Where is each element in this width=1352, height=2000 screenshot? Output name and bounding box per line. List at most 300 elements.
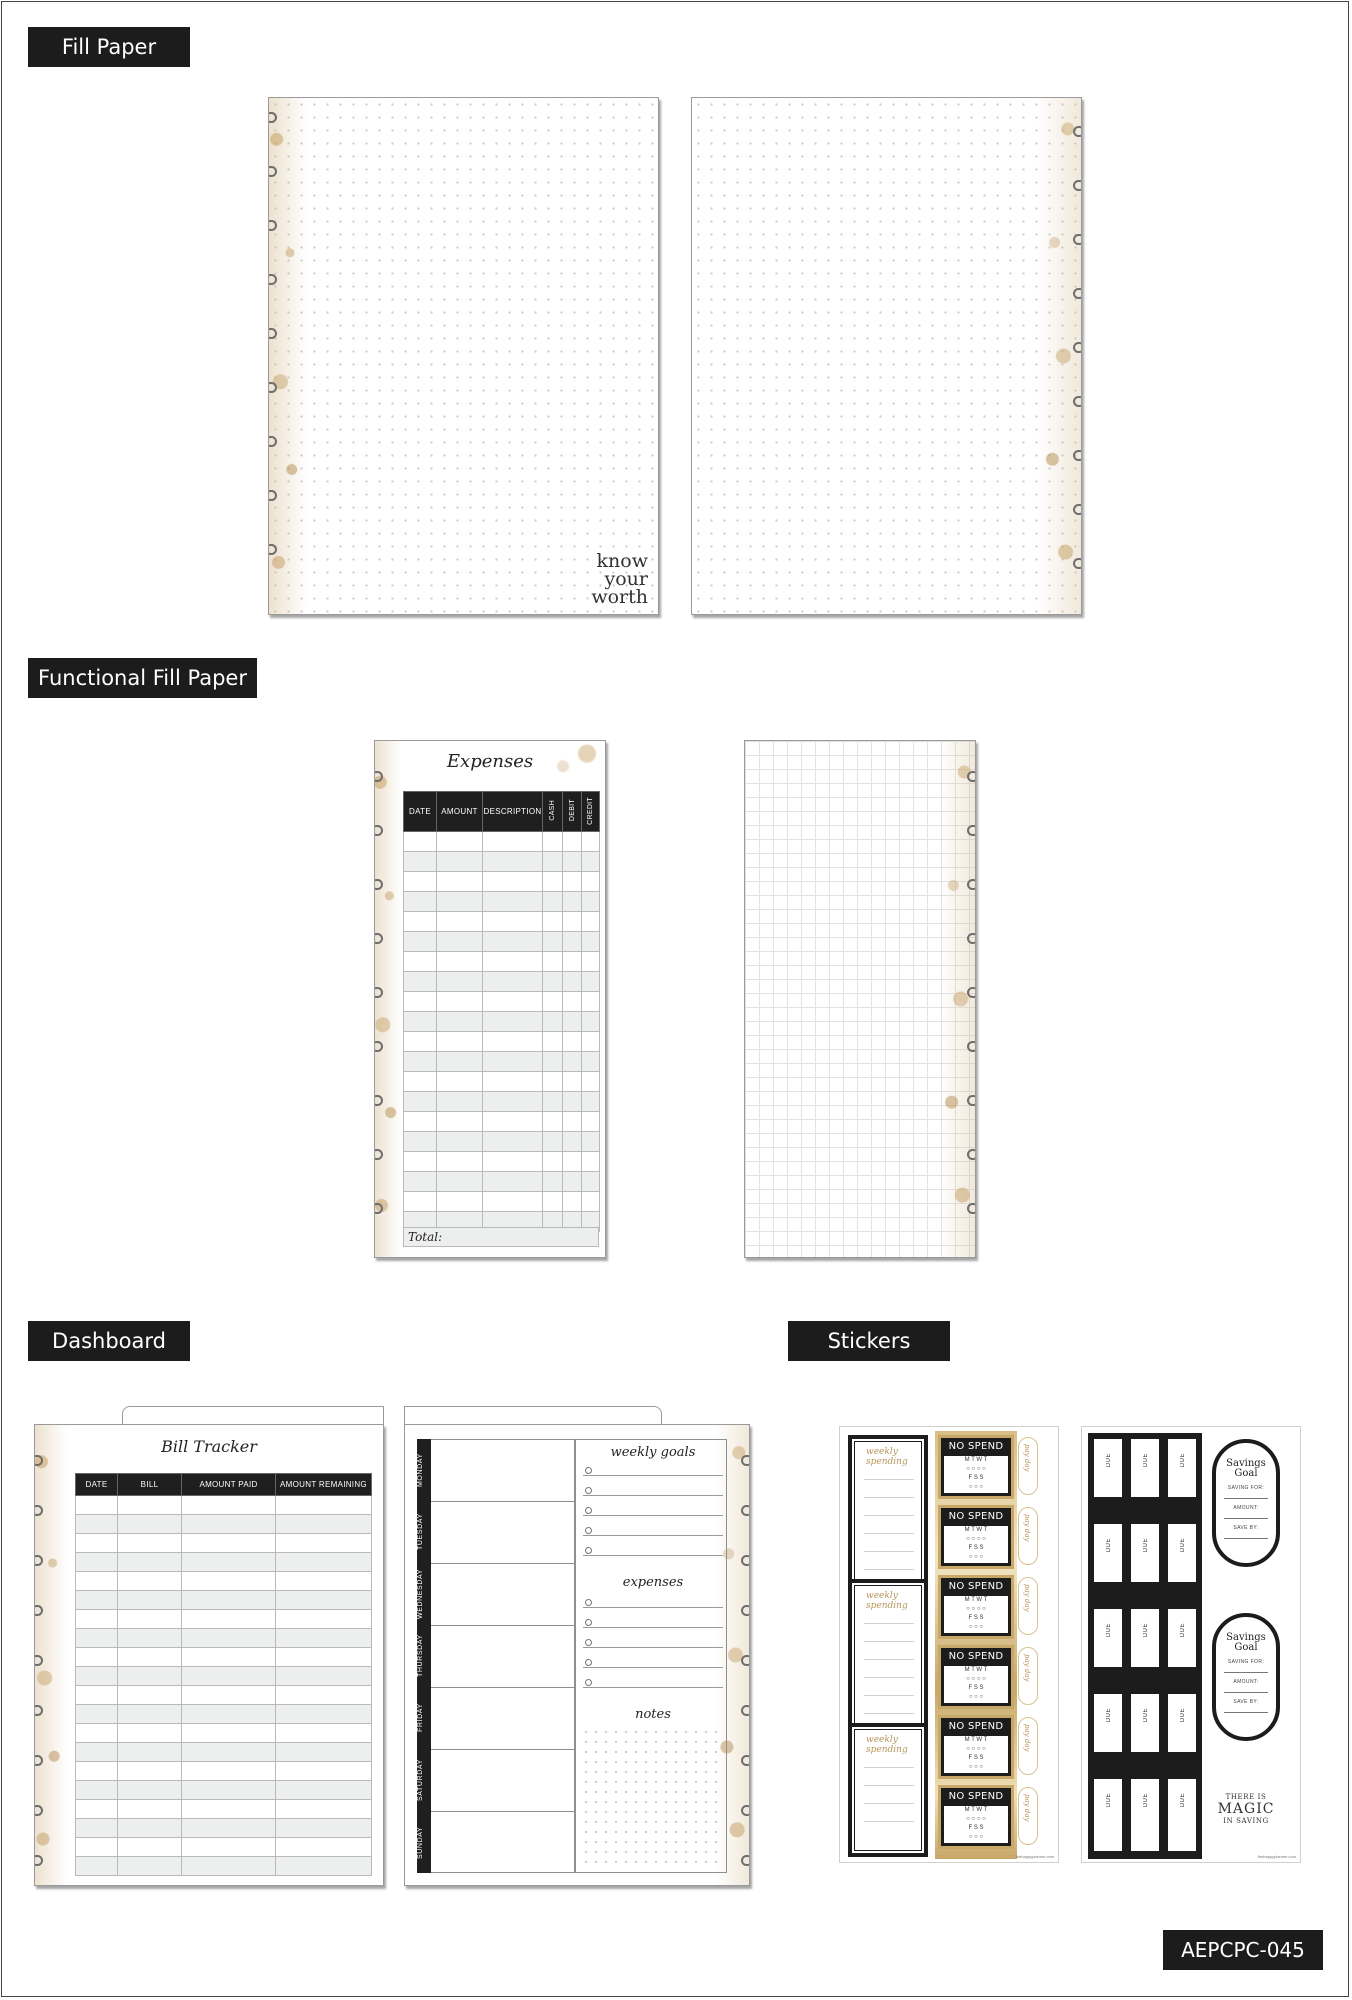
goal-checkbox	[585, 1487, 592, 1494]
table-cell	[582, 972, 600, 992]
bill-tracker-page	[34, 1424, 384, 1886]
table-cell	[76, 1553, 118, 1572]
table-row	[404, 1032, 600, 1052]
expenses-title: Expenses	[446, 751, 534, 772]
day-divider	[431, 1811, 575, 1812]
goal-line	[583, 1555, 723, 1556]
bill-tracker-title: Bill Tracker	[161, 1437, 257, 1456]
table-cell	[582, 952, 600, 972]
column-header-amount-paid: AMOUNT PAID	[182, 1474, 276, 1496]
expense-line	[583, 1627, 723, 1628]
table-cell	[582, 852, 600, 872]
table-cell	[543, 992, 563, 1012]
table-cell	[118, 1743, 182, 1762]
due-sticker: DUE	[1165, 1691, 1199, 1755]
due-sticker: DUE	[1128, 1691, 1162, 1755]
table-cell	[483, 1192, 543, 1212]
table-cell	[276, 1667, 372, 1686]
table-row	[76, 1515, 372, 1534]
table-cell	[437, 832, 483, 852]
table-cell	[276, 1724, 372, 1743]
table-cell	[118, 1686, 182, 1705]
table-row	[404, 852, 600, 872]
table-row	[76, 1648, 372, 1667]
day-label-saturday: SATURDAY	[417, 1759, 424, 1801]
table-cell	[118, 1857, 182, 1876]
table-row	[76, 1838, 372, 1857]
table-row	[404, 1192, 600, 1212]
table-cell	[437, 932, 483, 952]
know-your-worth-quote	[591, 552, 648, 606]
due-sticker: DUE	[1128, 1521, 1162, 1585]
table-cell	[582, 832, 600, 852]
pay-day-sticker: pay day	[1018, 1577, 1038, 1635]
table-cell	[118, 1724, 182, 1743]
table-cell	[582, 1072, 600, 1092]
table-cell	[437, 912, 483, 932]
table-cell	[118, 1781, 182, 1800]
table-cell	[182, 1515, 276, 1534]
table-row	[76, 1591, 372, 1610]
table-cell	[182, 1724, 276, 1743]
table-cell	[563, 1092, 582, 1112]
table-cell	[182, 1553, 276, 1572]
table-cell	[563, 932, 582, 952]
table-cell	[404, 932, 437, 952]
table-cell	[483, 932, 543, 952]
pay-day-sticker: pay day	[1018, 1787, 1038, 1845]
graph-paper-page	[744, 740, 976, 1258]
no-spend-sticker: NO SPEND M T W T ○ ○ ○ ○ F S S ○ ○ ○	[938, 1435, 1014, 1499]
table-cell	[543, 872, 563, 892]
table-row	[404, 1132, 600, 1152]
magic-in-saving-sticker: THERE IS MAGIC IN SAVING	[1217, 1793, 1275, 1825]
table-row	[76, 1667, 372, 1686]
table-cell	[276, 1686, 372, 1705]
table-row	[404, 952, 600, 972]
table-cell	[437, 1132, 483, 1152]
due-sticker: DUE	[1165, 1606, 1199, 1670]
weekly-goals-title: weekly goals	[610, 1445, 696, 1460]
day-label-tuesday: TUESDAY	[417, 1513, 424, 1551]
weekly-spending-title: weekly spending	[866, 1447, 908, 1467]
table-cell	[118, 1496, 182, 1515]
table-cell	[483, 852, 543, 872]
table-cell	[276, 1705, 372, 1724]
table-cell	[437, 992, 483, 1012]
table-cell	[582, 932, 600, 952]
table-cell	[582, 872, 600, 892]
table-cell	[404, 1072, 437, 1092]
table-cell	[76, 1857, 118, 1876]
bill-tracker-table	[75, 1473, 372, 1876]
due-sticker: DUE	[1091, 1691, 1125, 1755]
table-row	[76, 1553, 372, 1572]
savings-goal-sticker: Savings Goal SAVING FOR: AMOUNT: SAVE BY:	[1212, 1613, 1280, 1741]
table-cell	[182, 1800, 276, 1819]
sheet-footer-url: thehappyplanner.com	[1015, 1854, 1054, 1859]
pay-day-sticker: pay day	[1018, 1437, 1038, 1495]
table-cell	[582, 1012, 600, 1032]
column-header-amount: AMOUNT	[437, 792, 483, 832]
no-spend-sticker: NO SPEND M T W T ○ ○ ○ ○ F S S ○ ○ ○	[938, 1785, 1014, 1849]
table-row	[404, 1072, 600, 1092]
table-cell	[483, 1052, 543, 1072]
table-cell	[404, 1052, 437, 1072]
expense-checkbox	[585, 1599, 592, 1606]
due-sticker: DUE	[1128, 1606, 1162, 1670]
table-cell	[543, 912, 563, 932]
table-row	[76, 1534, 372, 1553]
table-cell	[118, 1610, 182, 1629]
day-label-friday: FRIDAY	[417, 1703, 424, 1733]
section-label-stickers: Stickers	[788, 1321, 950, 1361]
no-spend-sticker: NO SPEND M T W T ○ ○ ○ ○ F S S ○ ○ ○	[938, 1505, 1014, 1569]
table-row	[76, 1724, 372, 1743]
table-cell	[437, 1112, 483, 1132]
goal-checkbox	[585, 1547, 592, 1554]
table-cell	[483, 912, 543, 932]
table-cell	[276, 1762, 372, 1781]
disc-rings	[375, 741, 389, 1257]
table-cell	[563, 892, 582, 912]
table-cell	[437, 852, 483, 872]
table-cell	[563, 1152, 582, 1172]
table-cell	[483, 892, 543, 912]
notes-dot-area	[581, 1727, 723, 1871]
no-spend-sticker: NO SPEND M T W T ○ ○ ○ ○ F S S ○ ○ ○	[938, 1575, 1014, 1639]
table-cell	[76, 1515, 118, 1534]
table-cell	[437, 1172, 483, 1192]
table-cell	[563, 1192, 582, 1212]
table-cell	[582, 1092, 600, 1112]
table-cell	[182, 1762, 276, 1781]
table-row	[404, 912, 600, 932]
table-row	[76, 1496, 372, 1515]
table-cell	[563, 1052, 582, 1072]
table-cell	[276, 1629, 372, 1648]
table-cell	[182, 1648, 276, 1667]
day-label-sunday: SUNDAY	[417, 1826, 424, 1860]
table-cell	[118, 1838, 182, 1857]
table-cell	[483, 992, 543, 1012]
table-row	[76, 1857, 372, 1876]
weekly-spending-sticker	[848, 1723, 928, 1857]
table-cell	[563, 832, 582, 852]
table-cell	[483, 1072, 543, 1092]
table-row	[76, 1762, 372, 1781]
sheet-footer-url: thehappyplanner.com	[1257, 1854, 1296, 1859]
table-cell	[118, 1800, 182, 1819]
table-cell	[276, 1610, 372, 1629]
table-cell	[76, 1667, 118, 1686]
table-cell	[437, 1012, 483, 1032]
table-cell	[582, 912, 600, 932]
table-cell	[76, 1762, 118, 1781]
table-cell	[563, 992, 582, 1012]
table-row	[76, 1686, 372, 1705]
table-cell	[276, 1648, 372, 1667]
table-row	[404, 1012, 600, 1032]
due-sticker: DUE	[1128, 1776, 1162, 1854]
goal-line	[583, 1495, 723, 1496]
weekly-dashboard	[404, 1406, 750, 1886]
table-cell	[276, 1496, 372, 1515]
column-header-date: DATE	[404, 792, 437, 832]
day-label-wednesday: WEDNESDAY	[417, 1569, 424, 1619]
table-cell	[582, 992, 600, 1012]
table-cell	[563, 912, 582, 932]
fill-paper-dot-page-left	[268, 97, 659, 615]
weekly-spending-title: weekly spending	[866, 1591, 908, 1611]
table-cell	[543, 1112, 563, 1132]
day-divider	[431, 1501, 575, 1502]
table-cell	[563, 952, 582, 972]
table-cell	[118, 1667, 182, 1686]
pay-day-sticker: pay day	[1018, 1717, 1038, 1775]
table-cell	[76, 1724, 118, 1743]
table-cell	[276, 1781, 372, 1800]
table-row	[404, 1172, 600, 1192]
quote-line-know: know	[596, 550, 648, 572]
table-cell	[483, 1032, 543, 1052]
product-sku-badge: AEPCPC-045	[1163, 1930, 1323, 1970]
table-cell	[404, 832, 437, 852]
table-cell	[404, 1012, 437, 1032]
table-row	[76, 1629, 372, 1648]
table-cell	[182, 1496, 276, 1515]
table-cell	[543, 1012, 563, 1032]
weekly-spending-sticker	[848, 1435, 928, 1603]
sticker-sheet-2	[1081, 1426, 1301, 1863]
table-cell	[118, 1515, 182, 1534]
expense-line	[583, 1667, 723, 1668]
table-cell	[276, 1534, 372, 1553]
table-cell	[543, 972, 563, 992]
table-cell	[483, 1152, 543, 1172]
table-cell	[182, 1667, 276, 1686]
pay-day-sticker: pay day	[1018, 1507, 1038, 1565]
table-cell	[543, 952, 563, 972]
table-cell	[543, 1092, 563, 1112]
day-divider	[431, 1687, 575, 1688]
table-row	[76, 1572, 372, 1591]
table-cell	[76, 1648, 118, 1667]
pay-day-sticker: pay day	[1018, 1647, 1038, 1705]
table-cell	[276, 1857, 372, 1876]
table-row	[404, 1112, 600, 1132]
due-sticker: DUE	[1165, 1436, 1199, 1500]
quote-line-worth: worth	[591, 586, 648, 608]
table-cell	[118, 1553, 182, 1572]
table-cell	[118, 1705, 182, 1724]
disc-rings	[961, 741, 975, 1257]
dashboard-tab	[404, 1406, 662, 1426]
day-label-thursday: THURSDAY	[417, 1634, 424, 1678]
table-cell	[582, 1032, 600, 1052]
table-cell	[483, 1112, 543, 1132]
table-cell	[404, 1152, 437, 1172]
goal-line	[583, 1535, 723, 1536]
table-cell	[76, 1800, 118, 1819]
expense-line	[583, 1607, 723, 1608]
table-cell	[563, 1112, 582, 1132]
table-cell	[182, 1819, 276, 1838]
table-cell	[437, 892, 483, 912]
table-cell	[404, 1192, 437, 1212]
table-cell	[563, 972, 582, 992]
table-cell	[118, 1591, 182, 1610]
day-divider	[431, 1563, 575, 1564]
table-cell	[563, 1032, 582, 1052]
table-cell	[563, 852, 582, 872]
table-cell	[543, 892, 563, 912]
goal-checkbox	[585, 1467, 592, 1474]
table-row	[404, 1092, 600, 1112]
table-cell	[276, 1515, 372, 1534]
table-cell	[182, 1743, 276, 1762]
table-cell	[118, 1534, 182, 1553]
table-cell	[76, 1743, 118, 1762]
table-cell	[182, 1591, 276, 1610]
expenses-page	[374, 740, 606, 1258]
table-cell	[563, 1072, 582, 1092]
due-sticker: DUE	[1165, 1776, 1199, 1854]
weekly-spending-sticker	[848, 1579, 928, 1747]
table-cell	[76, 1705, 118, 1724]
expense-line	[583, 1647, 723, 1648]
table-cell	[276, 1819, 372, 1838]
table-cell	[182, 1838, 276, 1857]
expense-checkbox	[585, 1659, 592, 1666]
weekly-page	[404, 1424, 750, 1886]
table-cell	[404, 912, 437, 932]
table-cell	[543, 1152, 563, 1172]
table-cell	[582, 892, 600, 912]
weekly-spending-title: weekly spending	[866, 1735, 908, 1755]
table-cell	[437, 1192, 483, 1212]
expenses-total-row	[403, 1227, 599, 1247]
day-divider	[431, 1625, 575, 1626]
table-cell	[276, 1800, 372, 1819]
table-cell	[483, 1012, 543, 1032]
table-row	[76, 1781, 372, 1800]
table-cell	[543, 1052, 563, 1072]
expense-checkbox	[585, 1639, 592, 1646]
table-row	[76, 1800, 372, 1819]
table-cell	[76, 1496, 118, 1515]
due-sticker: DUE	[1091, 1521, 1125, 1585]
table-cell	[182, 1610, 276, 1629]
table-cell	[404, 1112, 437, 1132]
table-cell	[118, 1572, 182, 1591]
table-cell	[437, 1052, 483, 1072]
table-cell	[404, 972, 437, 992]
table-cell	[543, 1132, 563, 1152]
table-row	[404, 932, 600, 952]
table-cell	[404, 892, 437, 912]
table-cell	[582, 1172, 600, 1192]
day-label-monday: MONDAY	[417, 1453, 424, 1487]
table-cell	[543, 1192, 563, 1212]
table-cell	[276, 1572, 372, 1591]
table-cell	[437, 1072, 483, 1092]
table-row	[76, 1743, 372, 1762]
table-cell	[182, 1781, 276, 1800]
weekly-notes-title: notes	[635, 1707, 671, 1722]
table-cell	[563, 1172, 582, 1192]
table-cell	[483, 872, 543, 892]
due-sticker: DUE	[1091, 1606, 1125, 1670]
table-row	[404, 972, 600, 992]
section-label-fill-paper: Fill Paper	[28, 27, 190, 67]
days-column	[417, 1439, 575, 1873]
dashboard-tab	[122, 1406, 384, 1426]
table-cell	[118, 1762, 182, 1781]
table-cell	[543, 1032, 563, 1052]
table-cell	[582, 1152, 600, 1172]
table-cell	[404, 872, 437, 892]
table-cell	[404, 1092, 437, 1112]
table-cell	[483, 972, 543, 992]
fill-paper-dot-page-right	[691, 97, 1082, 615]
table-cell	[543, 852, 563, 872]
total-label: Total:	[408, 1230, 443, 1244]
table-cell	[76, 1838, 118, 1857]
table-row	[404, 1052, 600, 1072]
table-cell	[437, 1152, 483, 1172]
table-cell	[182, 1857, 276, 1876]
table-cell	[483, 952, 543, 972]
disc-rings	[269, 98, 283, 614]
expense-checkbox	[585, 1679, 592, 1686]
table-cell	[437, 872, 483, 892]
table-cell	[404, 992, 437, 1012]
column-header-debit: DEBIT	[563, 792, 582, 832]
disc-rings	[735, 1425, 749, 1885]
table-cell	[543, 932, 563, 952]
table-cell	[563, 872, 582, 892]
expense-line	[583, 1687, 723, 1688]
sticker-sheet-1	[839, 1426, 1059, 1863]
table-cell	[276, 1743, 372, 1762]
table-cell	[76, 1591, 118, 1610]
due-sticker: DUE	[1128, 1436, 1162, 1500]
column-header-bill: BILL	[118, 1474, 182, 1496]
table-row	[404, 1152, 600, 1172]
disc-rings	[1067, 98, 1081, 614]
table-cell	[563, 1132, 582, 1152]
column-header-date: DATE	[76, 1474, 118, 1496]
table-cell	[483, 1172, 543, 1192]
day-divider	[431, 1749, 575, 1750]
quote-line-your: your	[604, 568, 648, 590]
table-cell	[437, 1032, 483, 1052]
goal-checkbox	[585, 1507, 592, 1514]
table-row	[76, 1705, 372, 1724]
savings-goal-sticker: Savings Goal SAVING FOR: AMOUNT: SAVE BY:	[1212, 1439, 1280, 1567]
column-header-amount-remaining: AMOUNT REMAINING	[276, 1474, 372, 1496]
table-cell	[182, 1629, 276, 1648]
table-cell	[483, 1092, 543, 1112]
table-cell	[437, 1092, 483, 1112]
table-cell	[276, 1553, 372, 1572]
table-cell	[276, 1591, 372, 1610]
table-row	[404, 892, 600, 912]
goal-checkbox	[585, 1527, 592, 1534]
table-cell	[76, 1629, 118, 1648]
goal-line	[583, 1515, 723, 1516]
